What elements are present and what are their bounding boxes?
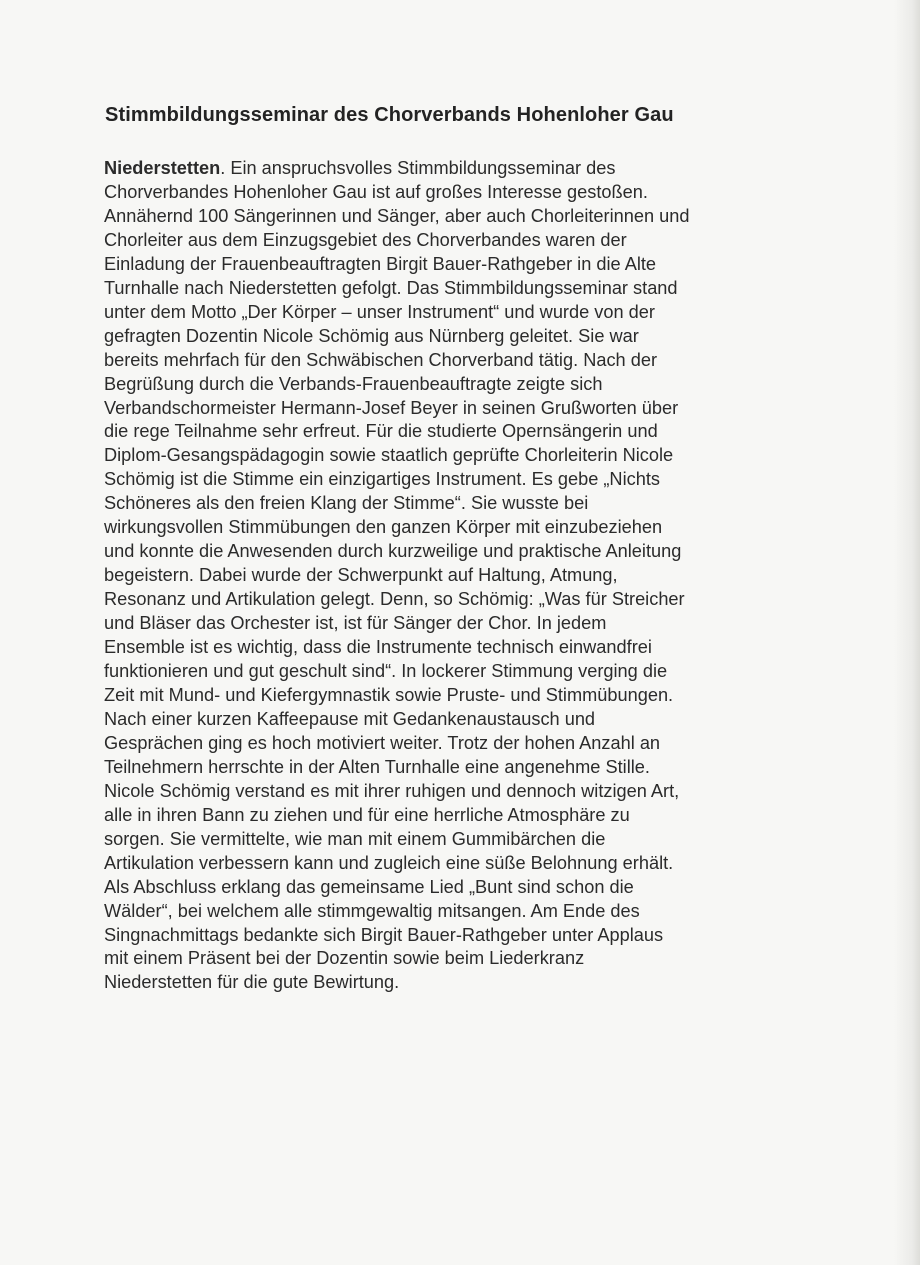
article-line: Begrüßung durch die Verbands-Frauenbeauftragte zeigte sich [104, 373, 603, 394]
article-line: Zeit mit Mund- und Kiefergymnastik sowie Pruste- und Stimmübungen. [104, 684, 674, 705]
article-line: Einladung der Frauenbeauftragten Birgit Bauer-Rathgeber in die Alte [104, 253, 657, 274]
article-line: Turnhalle nach Niederstetten gefolgt. Das Stimmbildungsseminar stand [104, 277, 678, 298]
article-line: Teilnehmern herrschte in der Alten Turnhalle eine angenehme Stille. [104, 756, 650, 777]
article-line: Schöneres als den freien Klang der Stimme“. Sie wusste bei [104, 493, 589, 514]
article-line: Chorverbandes Hohenloher Gau ist auf großes Interesse gestoßen. [104, 181, 648, 202]
article-line: Schömig ist die Stimme ein einzigartiges Instrument. Es gebe „Nichts [104, 469, 660, 490]
article-line: Nicole Schömig verstand es mit ihrer ruhigen und dennoch witzigen Art, [104, 780, 680, 801]
article-line: Niederstetten für die gute Bewirtung. [104, 972, 400, 993]
article-line: unter dem Motto „Der Körper – unser Instrument“ und wurde von der [104, 301, 655, 322]
article-line: Verbandschormeister Hermann-Josef Beyer in seinen Grußworten über [104, 397, 679, 418]
article-line: gefragten Dozentin Nicole Schömig aus Nürnberg geleitet. Sie war [104, 325, 639, 346]
article-line: Diplom-Gesangspädagogin sowie staatlich geprüfte Chorleiterin Nicole [104, 445, 674, 466]
article-line: die rege Teilnahme sehr erfreut. Für die studierte Opernsängerin und [104, 421, 658, 442]
article-line: begeistern. Dabei wurde der Schwerpunkt auf Haltung, Atmung, [104, 565, 618, 586]
article-line: Gesprächen ging es hoch motiviert weiter. Trotz der hohen Anzahl an [104, 732, 661, 753]
article-line: bereits mehrfach für den Schwäbischen Chorverband tätig. Nach der [104, 349, 657, 370]
article-line: Annähernd 100 Sängerinnen und Sänger, aber auch Chorleiterinnen und [104, 205, 690, 226]
article-line: und konnte die Anwesenden durch kurzweilige und praktische Anleitung [104, 541, 682, 562]
article-line: Artikulation verbessern kann und zugleich eine süße Belohnung erhält. [104, 852, 674, 873]
article-line: Als Abschluss erklang das gemeinsame Lied „Bunt sind schon die [104, 876, 634, 897]
article-line: Nach einer kurzen Kaffeepause mit Gedankenaustausch und [104, 708, 596, 729]
article-line: Singnachmittags bedankte sich Birgit Bauer-Rathgeber unter Applaus [104, 924, 664, 945]
scan-shadow-edge [894, 0, 920, 1265]
article-line: wirkungsvollen Stimmübungen den ganzen Körper mit einzubeziehen [104, 517, 663, 538]
article-headline: Stimmbildungsseminar des Chorverbands Hohenloher Gau [105, 104, 674, 126]
article-line: Resonanz und Artikulation gelegt. Denn, so Schömig: „Was für Streicher [104, 589, 685, 610]
article-line: sorgen. Sie vermittelte, wie man mit einem Gummibärchen die [104, 828, 606, 849]
article-line-text: . Ein anspruchsvolles Stimmbildungsseminar des [220, 158, 616, 178]
article-line: funktionieren und gut geschult sind“. In lockerer Stimmung verging die [104, 661, 668, 682]
article-line [104, 157, 689, 181]
article-line: Ensemble ist es wichtig, dass die Instrumente technisch einwandfrei [104, 637, 652, 658]
article-line: mit einem Präsent bei der Dozentin sowie beim Liederkranz [104, 948, 585, 969]
article-line: und Bläser das Orchester ist, ist für Sänger der Chor. In jedem [104, 613, 607, 634]
article-line: Chorleiter aus dem Einzugsgebiet des Chorverbandes waren der [104, 229, 627, 250]
article-body [104, 157, 689, 995]
article-dateline: Niederstetten [104, 158, 221, 178]
article-line: Wälder“, bei welchem alle stimmgewaltig mitsangen. Am Ende des [104, 900, 640, 921]
article-line: alle in ihren Bann zu ziehen und für eine herrliche Atmosphäre zu [104, 804, 630, 825]
